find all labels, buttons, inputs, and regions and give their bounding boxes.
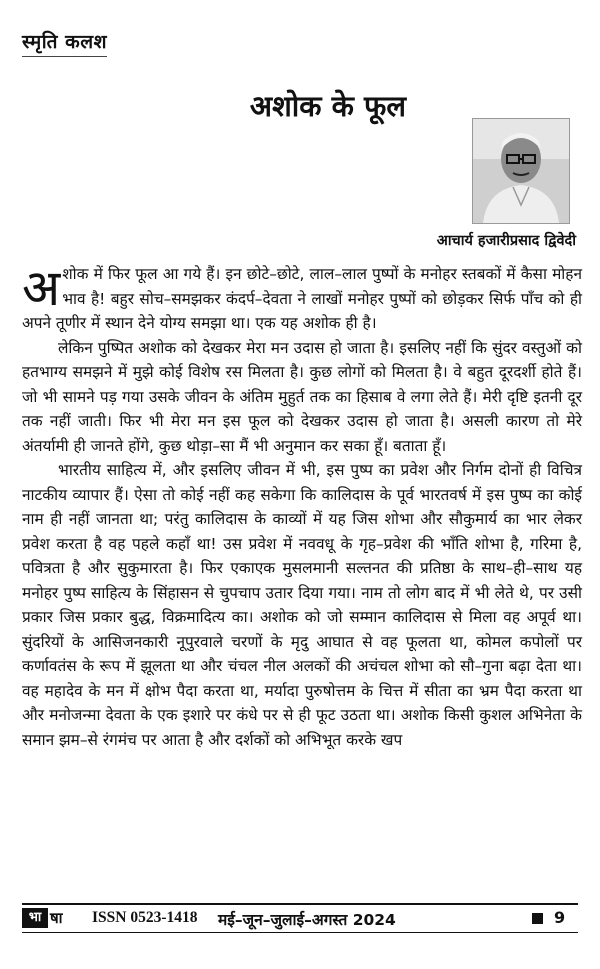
page-footer: [22, 906, 578, 932]
paragraph-1: [22, 259, 582, 336]
article-body: [22, 259, 582, 752]
paragraph-2: लेकिन पुष्पित अशोक को देखकर मेरा मन उदास हो जाता है। इसलिए नहीं कि सुंदर वस्तुओं को हतभाग्य समझने में मुझे कोई विशेष रस मिलता है। कुछ लोगों को मिलता है। वे बहुत दूरदर्शी होते हैं। जो भी सामने पड़ गया उसके जीवन के अंतिम मुहुर्त तक का हिसाब वे लगा लेते हैं। मेरी दृष्टि इतनी दूर तक नहीं जाती। फिर भी मेरा मन इस फूल को देखकर उदास हो जाता है। असली कारण तो मेरे अंतर्यामी ही जानते होंगे, कुछ थोड़ा–सा मैं भी अनुमान कर सका हूँ। बताता हूँ।: [22, 338, 582, 455]
author-portrait: [472, 118, 570, 224]
square-bullet-icon: [532, 913, 543, 924]
dropcap: अ: [22, 259, 61, 317]
issue-date: मई–जून–जुलाई–अगस्त 2024: [218, 911, 396, 929]
running-head: स्मृति कलश: [22, 28, 107, 57]
article-title-text: अशोक के फूल: [249, 89, 407, 123]
paragraph-3: भारतीय साहित्य में, और इसलिए जीवन में भी, इस पुष्प का प्रवेश और निर्गम दोनों ही विचित्र नाटकीय व्यापार हैं। ऐसा तो कोई नहीं कह सकेगा कि कालिदास के पूर्व भारतवर्ष में इस पुष्प का कोई नाम ही नहीं जानता था; परंतु कालिदास के काव्यों में यह जिस शोभा और सौकुमार्य का भार लेकर प्रवेश करता है वह पहले कहाँ था! उस प्रवेश में नववधू के गृह–प्रवेश की भाँति शोभा है, गरिमा है, पवित्रता है और सुकुमारता है। फिर एकाएक मुसलमानी सल्तनत की प्रतिष्ठा के साथ–ही–साथ यह मनोहर पुष्प साहित्य के सिंहासन से चुपचाप उतार दिया गया। नाम तो लोग बाद में भी लेते थे, पर उसी प्रकार जिस प्रकार बुद्ध, विक्रमादित्य का। अशोक को जो सम्मान कालिदास से मिला वह अपूर्व था। सुंदरियों के आसिजनकारी नूपुरवाले चरणों के मृदु आघात से वह फूलता था, कोमल कपोलों पर कर्णावतंस के रूप में झूलता था और चंचल नील अलकों की अचंचल शोभा को सौ–गुना बढ़ा देता था। वह महादेव के मन में क्षोभ पैदा करता था, मर्यादा पुरुषोत्तम के चित्त में सीता का भ्रम पैदा करता था और मनोजन्मा देवता के एक इशारे पर कंधे पर से ही फूट उठता था। अशोक किसी कुशल अभिनेता के समान झम–से रंगमंच पर आता है और दर्शकों को अभिभूत करके खप: [22, 461, 582, 749]
author-byline: आचार्य हजारीप्रसाद द्विवेदी: [436, 233, 576, 249]
paragraph-1-text: शोक में फिर फूल आ गये हैं। इन छोटे–छोटे, लाल–लाल पुष्पों के मनोहर स्तबकों में कैसा मोहन भाव है! बहुर सोच–समझकर कंदर्प–देवता ने लाखों मनोहर पुष्पों को छोड़कर सिर्फ पाँच को ही अपने तूणीर में स्थान देने योग्य समझा था। एक यह अशोक ही है।: [22, 265, 582, 332]
bhasha-logo-text: षा: [50, 909, 63, 927]
footer-top-rule: [22, 903, 578, 905]
issn-number: ISSN 0523-1418: [92, 909, 198, 926]
bhasha-logo-mark: भा: [22, 908, 48, 928]
page-number: 9: [554, 908, 566, 927]
author-photo-image: [473, 119, 569, 223]
footer-bottom-rule: [22, 932, 578, 933]
